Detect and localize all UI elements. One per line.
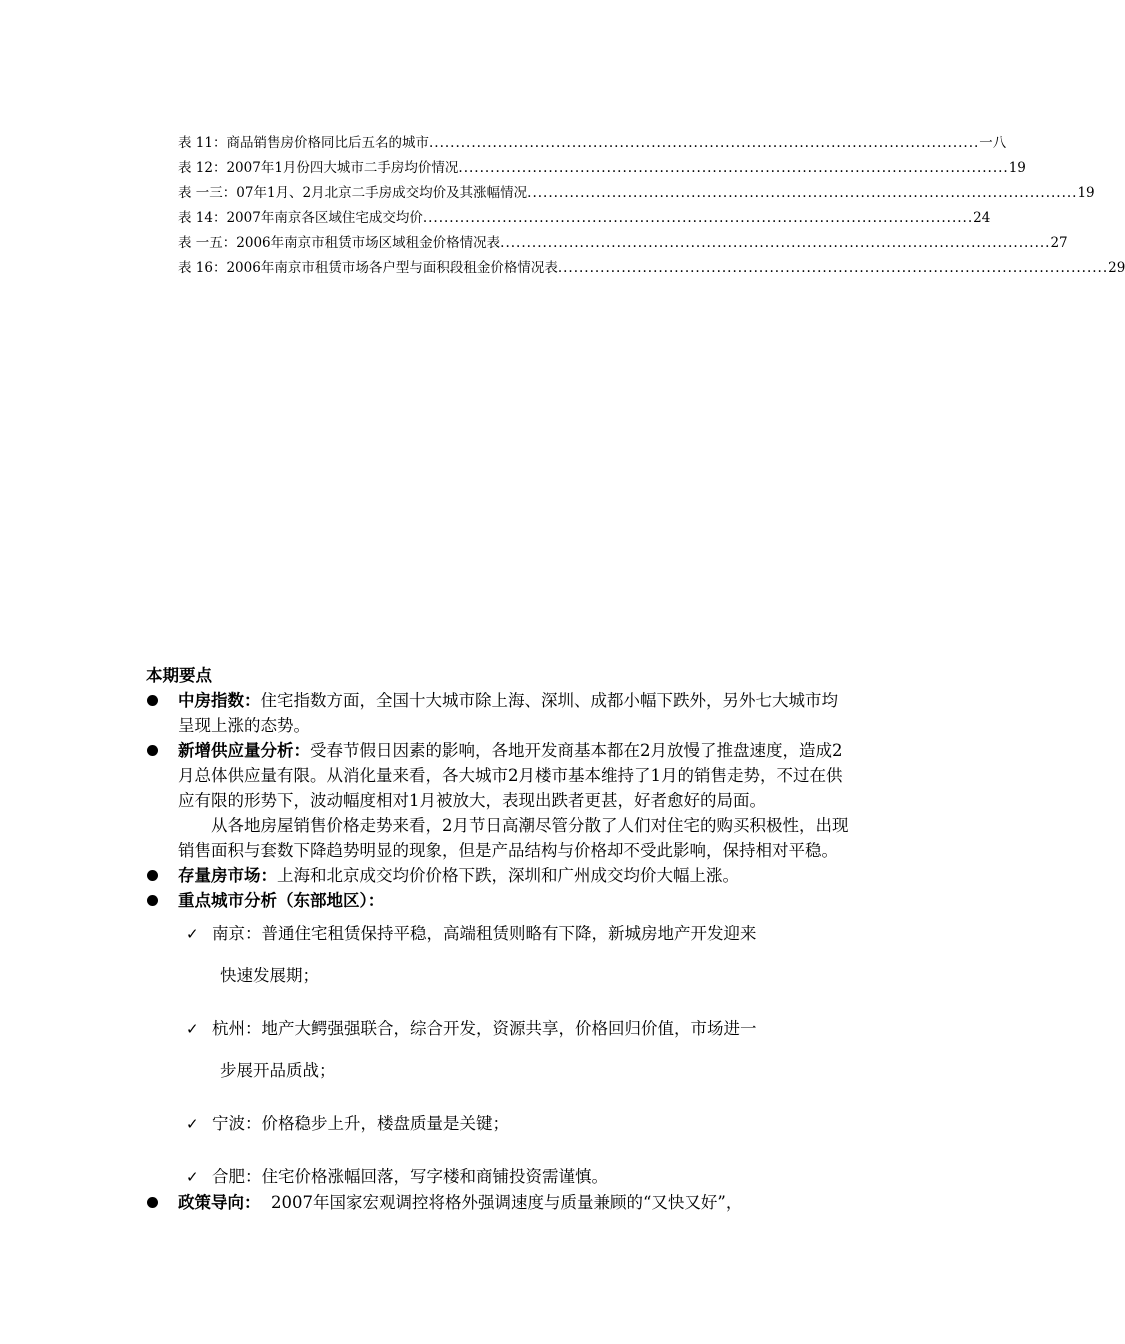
- bullet-text: 受春节假日因素的影响，各地开发商基本都在2月放慢了推盘速度，造成2月总体供应量有限。从消化量来看，各大城市2月楼市基本维持了1月的销售走势，不过在供应有限的形势下，波动幅度相对1月被放大，表现出跌者更甚，好者愈好的局面。: [178, 741, 843, 810]
- toc-entry-page: 一八: [979, 135, 1007, 151]
- toc-entry-title: 表 一五：2006年南京市租赁市场区域租金价格情况表: [178, 235, 501, 251]
- toc-leader-dots: ........................................................................................................: [557, 260, 1109, 276]
- city-analysis-list: [146, 921, 851, 1190]
- bullet-text: 上海和北京成交均价价格下跌，深圳和广州成交均价大幅上涨。: [277, 866, 739, 885]
- toc-entry-page: 27: [1050, 235, 1068, 251]
- bullet-label: 重点城市分析（东部地区）：: [178, 891, 385, 910]
- bullet-item: [146, 738, 851, 813]
- toc-leader-dots: ........................................................................................................: [422, 210, 974, 226]
- check-list-item: [186, 1016, 851, 1084]
- bullet-dot-icon: [147, 870, 158, 881]
- toc-leader-dots: ........................................................................................................: [428, 135, 980, 151]
- toc-entry-page: 29: [1108, 260, 1125, 276]
- check-list-item: [186, 1164, 851, 1190]
- toc-entry-title: 表 14：2007年南京各区域住宅成交均价: [178, 210, 423, 226]
- toc-entry-title: 表 12：2007年1月份四大城市二手房均价情况: [178, 160, 459, 176]
- bullet-item: [146, 688, 851, 738]
- toc-entry[interactable]: [178, 131, 1007, 156]
- toc-entry-page: 19: [1077, 185, 1095, 201]
- toc-entry[interactable]: [178, 156, 1026, 181]
- body-paragraph: 从各地房屋销售价格走势来看，2月节日高潮尽管分散了人们对住宅的购买积极性，出现销售面积与套数下降趋势明显的现象，但是产品结构与价格却不受此影响，保持相对平稳。: [178, 816, 849, 860]
- bullet-text: 住宅指数方面，全国十大城市除上海、深圳、成都小幅下跌外，另外七大城市均呈现上涨的态势。: [178, 691, 838, 735]
- bullet-dot-icon: [147, 895, 158, 906]
- toc-entry-page: 24: [973, 210, 991, 226]
- check-item-text: 宁波：价格稳步上升，楼盘质量是关键；: [212, 1114, 509, 1133]
- toc-entry[interactable]: [178, 231, 1068, 256]
- table-of-figures: [178, 131, 1125, 281]
- bullet-label: 中房指数：: [178, 691, 261, 710]
- bullet-label: 存量房市场：: [178, 866, 277, 885]
- check-item-text-cont: 步展开品质战；: [220, 1061, 336, 1080]
- bullet-label: 新增供应量分析：: [178, 741, 310, 760]
- check-list-item: [186, 1111, 851, 1137]
- check-list-item: [186, 921, 851, 989]
- toc-entry[interactable]: [178, 256, 1125, 281]
- section-heading: 本期要点: [146, 666, 212, 685]
- bullet-item: [146, 1190, 851, 1215]
- bullet-item: [146, 863, 851, 888]
- check-mark-icon: ✓: [186, 1115, 199, 1133]
- toc-entry[interactable]: [178, 206, 991, 231]
- check-item-text: 南京：普通住宅租赁保持平稳，高端租赁则略有下降，新城房地产开发迎来: [212, 924, 757, 943]
- toc-entry-title: 表 16：2006年南京市租赁市场各户型与面积段租金价格情况表: [178, 260, 558, 276]
- bullet-dot-icon: [147, 1197, 158, 1208]
- toc-entry-page: 19: [1008, 160, 1026, 176]
- toc-entry-title: 表 11：商品销售房价格同比后五名的城市: [178, 135, 429, 151]
- key-points-section: [146, 664, 851, 1215]
- toc-leader-dots: ........................................................................................................: [500, 235, 1051, 251]
- check-mark-icon: ✓: [186, 1020, 199, 1038]
- check-mark-icon: ✓: [186, 1168, 199, 1186]
- bullet-item: [146, 888, 851, 913]
- toc-entry[interactable]: [178, 181, 1095, 206]
- check-mark-icon: ✓: [186, 925, 199, 943]
- bullet-dot-icon: [147, 695, 158, 706]
- bullet-text: 2007年国家宏观调控将格外强调速度与质量兼顾的“又快又好”，: [260, 1193, 743, 1212]
- check-item-text-cont: 快速发展期；: [220, 966, 319, 985]
- check-item-text: 杭州：地产大鳄强强联合，综合开发，资源共享，价格回归价值，市场进一: [212, 1019, 757, 1038]
- toc-entry-title: 表 一三：07年1月、2月北京二手房成交均价及其涨幅情况: [178, 185, 528, 201]
- check-item-text: 合肥：住宅价格涨幅回落，写字楼和商铺投资需谨慎。: [212, 1167, 608, 1186]
- bullet-dot-icon: [147, 745, 158, 756]
- toc-leader-dots: ........................................................................................................: [458, 160, 1009, 176]
- toc-leader-dots: ........................................................................................................: [527, 185, 1078, 201]
- bullet-label: 政策导向：: [178, 1193, 261, 1212]
